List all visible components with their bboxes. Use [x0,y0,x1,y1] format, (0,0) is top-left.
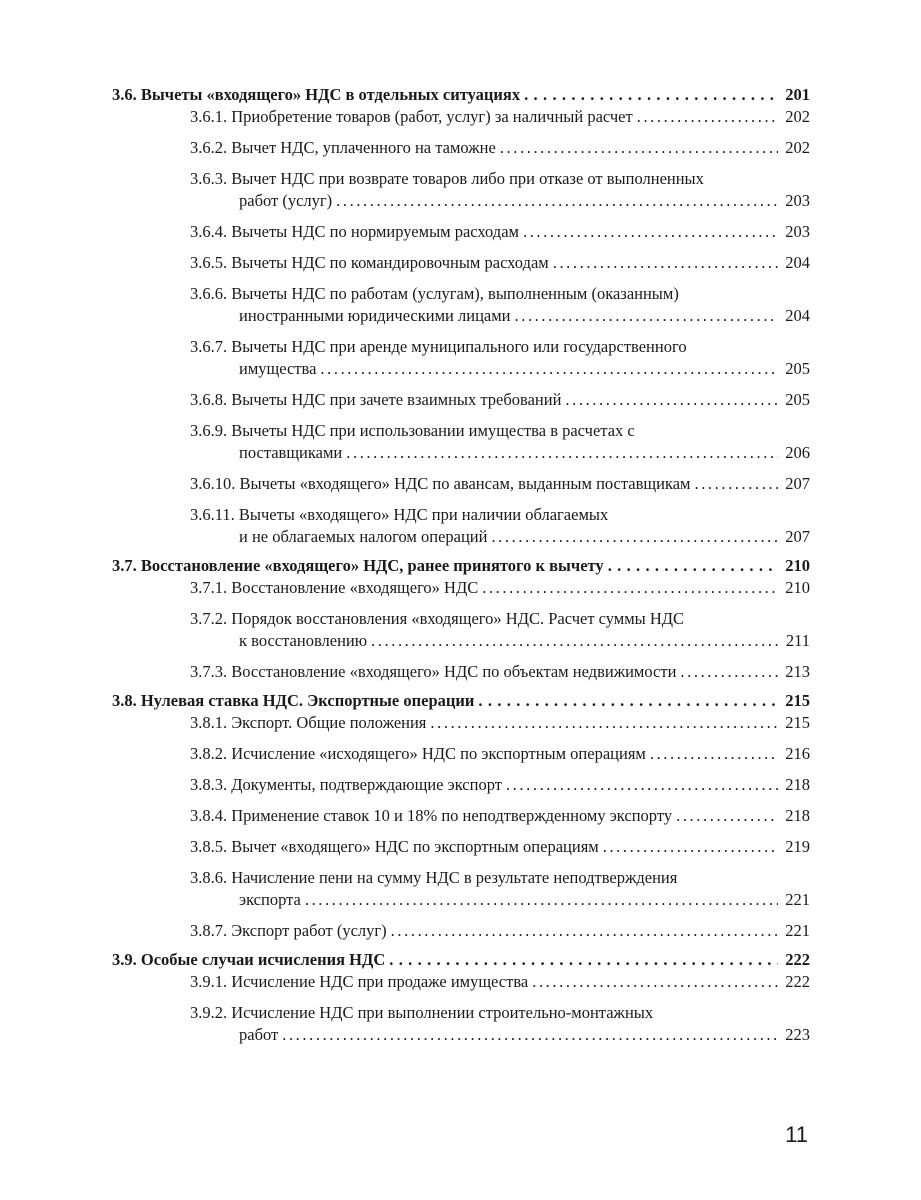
toc-entry-leader-line [190,358,810,380]
toc-entry-title-line: 3.6.3. Вычет НДС при возврате товаров либо при отказе от выполненных [190,169,704,188]
toc-entry-title: к восстановлению [239,631,368,650]
toc-entry-leader-line [190,661,810,683]
toc-entry-leader-line [190,137,810,159]
toc-entry-title: иностранными юридическими лицами [239,306,511,325]
toc-entry-leader-line [190,442,810,464]
toc-entry-title: 3.7.1. Восстановление «входящего» НДС [190,578,479,597]
toc-entry-page: 211 [785,631,810,650]
toc-section-entry [112,690,810,712]
toc-entry-leader-line [112,690,810,712]
toc-entry-leader-line [112,84,810,106]
toc-subsection-entry [190,106,810,128]
toc-entry-title: 3.9.1. Исчисление НДС при продаже имущества [190,972,529,991]
toc-entry-leader-line [190,389,810,411]
toc-subsection-entry [190,336,810,380]
toc-entry-leader-line [190,712,810,734]
toc-entry-page: 218 [785,806,810,825]
dot-leader [608,555,778,577]
table-of-contents [112,84,810,1046]
toc-entry-title: 3.6.1. Приобретение товаров (работ, услуг) за наличный расчет [190,107,633,126]
toc-entry-leader-line [190,743,810,765]
toc-entry-title: 3.9. Особые случаи исчисления НДС [112,950,386,969]
toc-entry-page: 221 [785,890,810,909]
dot-leader [346,442,778,464]
toc-entry-page: 210 [785,578,810,597]
dot-leader [676,805,778,827]
toc-subsection-entry [190,608,810,652]
toc-entry-page: 202 [785,107,810,126]
toc-entry-title: 3.8.4. Применение ставок 10 и 18% по неподтвержденному экспорту [190,806,673,825]
toc-entry-leader-line [112,949,810,971]
dot-leader [650,743,778,765]
dot-leader [305,889,778,911]
dot-leader [391,920,778,942]
toc-entry-title-line: 3.9.2. Исчисление НДС при выполнении строительно-монтажных [190,1003,654,1022]
toc-subsection-entry [190,805,810,827]
dot-leader [430,712,778,734]
toc-entry-leader-line [190,577,810,599]
toc-entry-title: 3.6.2. Вычет НДС, уплаченного на таможне [190,138,496,157]
toc-subsection-entry [190,920,810,942]
dot-leader [500,137,778,159]
toc-entry-title-line: 3.6.9. Вычеты НДС при использовании имущества в расчетах с [190,421,635,440]
toc-entry-title: 3.6.5. Вычеты НДС по командировочным расходам [190,253,549,272]
dot-leader [603,836,778,858]
toc-entry-leader-line [190,971,810,993]
toc-entry-page: 213 [785,662,810,681]
toc-entry-leader-line [190,305,810,327]
toc-entry-page: 205 [785,390,810,409]
dot-leader [282,1024,778,1046]
toc-entry-page: 222 [785,972,810,991]
toc-subsection-entry [190,867,810,911]
toc-entry-title: имущества [239,359,317,378]
toc-entry-page: 215 [785,713,810,732]
toc-subsection-entry [190,473,810,495]
toc-entry-page: 207 [785,474,810,493]
toc-entry-leader-line [190,1024,810,1046]
toc-subsection-entry [190,420,810,464]
toc-entry-page: 203 [785,222,810,241]
toc-entry-leader-line [190,889,810,911]
toc-entry-leader-line [190,630,810,652]
dot-leader [389,949,778,971]
toc-subsection-entry [190,971,810,993]
toc-entry-page: 215 [785,691,810,710]
toc-entry-page: 203 [785,191,810,210]
toc-entry-page: 207 [785,527,810,546]
toc-entry-title-line: 3.7.2. Порядок восстановления «входящего» НДС. Расчет суммы НДС [190,609,685,628]
toc-entry-title: 3.7.3. Восстановление «входящего» НДС по объектам недвижимости [190,662,677,681]
toc-subsection-entry [190,389,810,411]
toc-entry-page: 206 [785,443,810,462]
toc-entry-page: 219 [785,837,810,856]
toc-entry-title: 3.8.2. Исчисление «исходящего» НДС по экспортным операциям [190,744,646,763]
toc-subsection-entry [190,283,810,327]
toc-entry-page: 210 [785,556,810,575]
dot-leader [478,690,778,712]
toc-entry-title-line: 3.6.6. Вычеты НДС по работам (услугам), выполненным (оказанным) [190,284,679,303]
dot-leader [565,389,778,411]
toc-section-entry [112,949,810,971]
toc-entry-leader-line [190,190,810,212]
toc-subsection-entry [190,836,810,858]
toc-entry-title: 3.8. Нулевая ставка НДС. Экспортные операции [112,691,475,710]
toc-entry-title: 3.8.3. Документы, подтверждающие экспорт [190,775,502,794]
toc-entry-leader-line [112,555,810,577]
toc-subsection-entry [190,712,810,734]
dot-leader [491,526,778,548]
toc-entry-page: 221 [785,921,810,940]
toc-subsection-entry [190,743,810,765]
toc-entry-page: 204 [785,306,810,325]
toc-entry-leader-line [190,836,810,858]
toc-entry-title: работ (услуг) [239,191,333,210]
toc-entry-leader-line [190,252,810,274]
dot-leader [523,221,778,243]
toc-entry-title: работ [239,1025,279,1044]
toc-entry-page: 205 [785,359,810,378]
toc-subsection-entry [190,137,810,159]
toc-entry-title: поставщиками [239,443,343,462]
toc-entry-title: 3.6. Вычеты «входящего» НДС в отдельных ситуациях [112,85,521,104]
toc-subsection-entry [190,168,810,212]
toc-subsection-entry [190,577,810,599]
toc-entry-title: 3.7. Восстановление «входящего» НДС, ранее принятого к вычету [112,556,604,575]
toc-subsection-entry [190,1002,810,1046]
toc-section-entry [112,84,810,106]
toc-entry-page: 202 [785,138,810,157]
toc-entry-leader-line [190,106,810,128]
toc-entry-title: экспорта [239,890,301,909]
toc-subsection-entry [190,504,810,548]
toc-entry-page: 222 [785,950,810,969]
dot-leader [482,577,778,599]
toc-subsection-entry [190,252,810,274]
dot-leader [694,473,778,495]
toc-entry-title: и не облагаемых налогом операций [239,527,488,546]
toc-entry-title: 3.6.4. Вычеты НДС по нормируемым расходам [190,222,519,241]
toc-entry-leader-line [190,774,810,796]
toc-subsection-entry [190,661,810,683]
toc-entry-title: 3.8.7. Экспорт работ (услуг) [190,921,387,940]
dot-leader [371,630,778,652]
dot-leader [506,774,778,796]
toc-entry-leader-line [190,221,810,243]
toc-entry-title-line: 3.8.6. Начисление пени на сумму НДС в результате неподтверждения [190,868,678,887]
toc-entry-leader-line [190,920,810,942]
toc-entry-page: 201 [785,85,810,104]
page-number: 11 [785,1122,808,1147]
dot-leader [336,190,778,212]
toc-entry-title: 3.8.1. Экспорт. Общие положения [190,713,427,732]
toc-entry-page: 218 [785,775,810,794]
toc-entry-page: 223 [785,1025,810,1044]
toc-entry-title: 3.6.10. Вычеты «входящего» НДС по авансам, выданным поставщикам [190,474,691,493]
dot-leader [637,106,778,128]
toc-subsection-entry [190,221,810,243]
toc-entry-leader-line [190,526,810,548]
toc-entry-leader-line [190,473,810,495]
toc-entry-title-line: 3.6.7. Вычеты НДС при аренде муниципального или государственного [190,337,687,356]
dot-leader [532,971,778,993]
toc-entry-leader-line [190,805,810,827]
toc-section-entry [112,555,810,577]
toc-entry-title-line: 3.6.11. Вычеты «входящего» НДС при наличии облагаемых [190,505,609,524]
toc-subsection-entry [190,774,810,796]
dot-leader [524,84,778,106]
dot-leader [515,305,779,327]
toc-entry-page: 204 [785,253,810,272]
toc-entry-title: 3.8.5. Вычет «входящего» НДС по экспортным операциям [190,837,599,856]
toc-entry-title: 3.6.8. Вычеты НДС при зачете взаимных требований [190,390,562,409]
dot-leader [320,358,778,380]
toc-entry-page: 216 [785,744,810,763]
dot-leader [680,661,778,683]
dot-leader [553,252,778,274]
